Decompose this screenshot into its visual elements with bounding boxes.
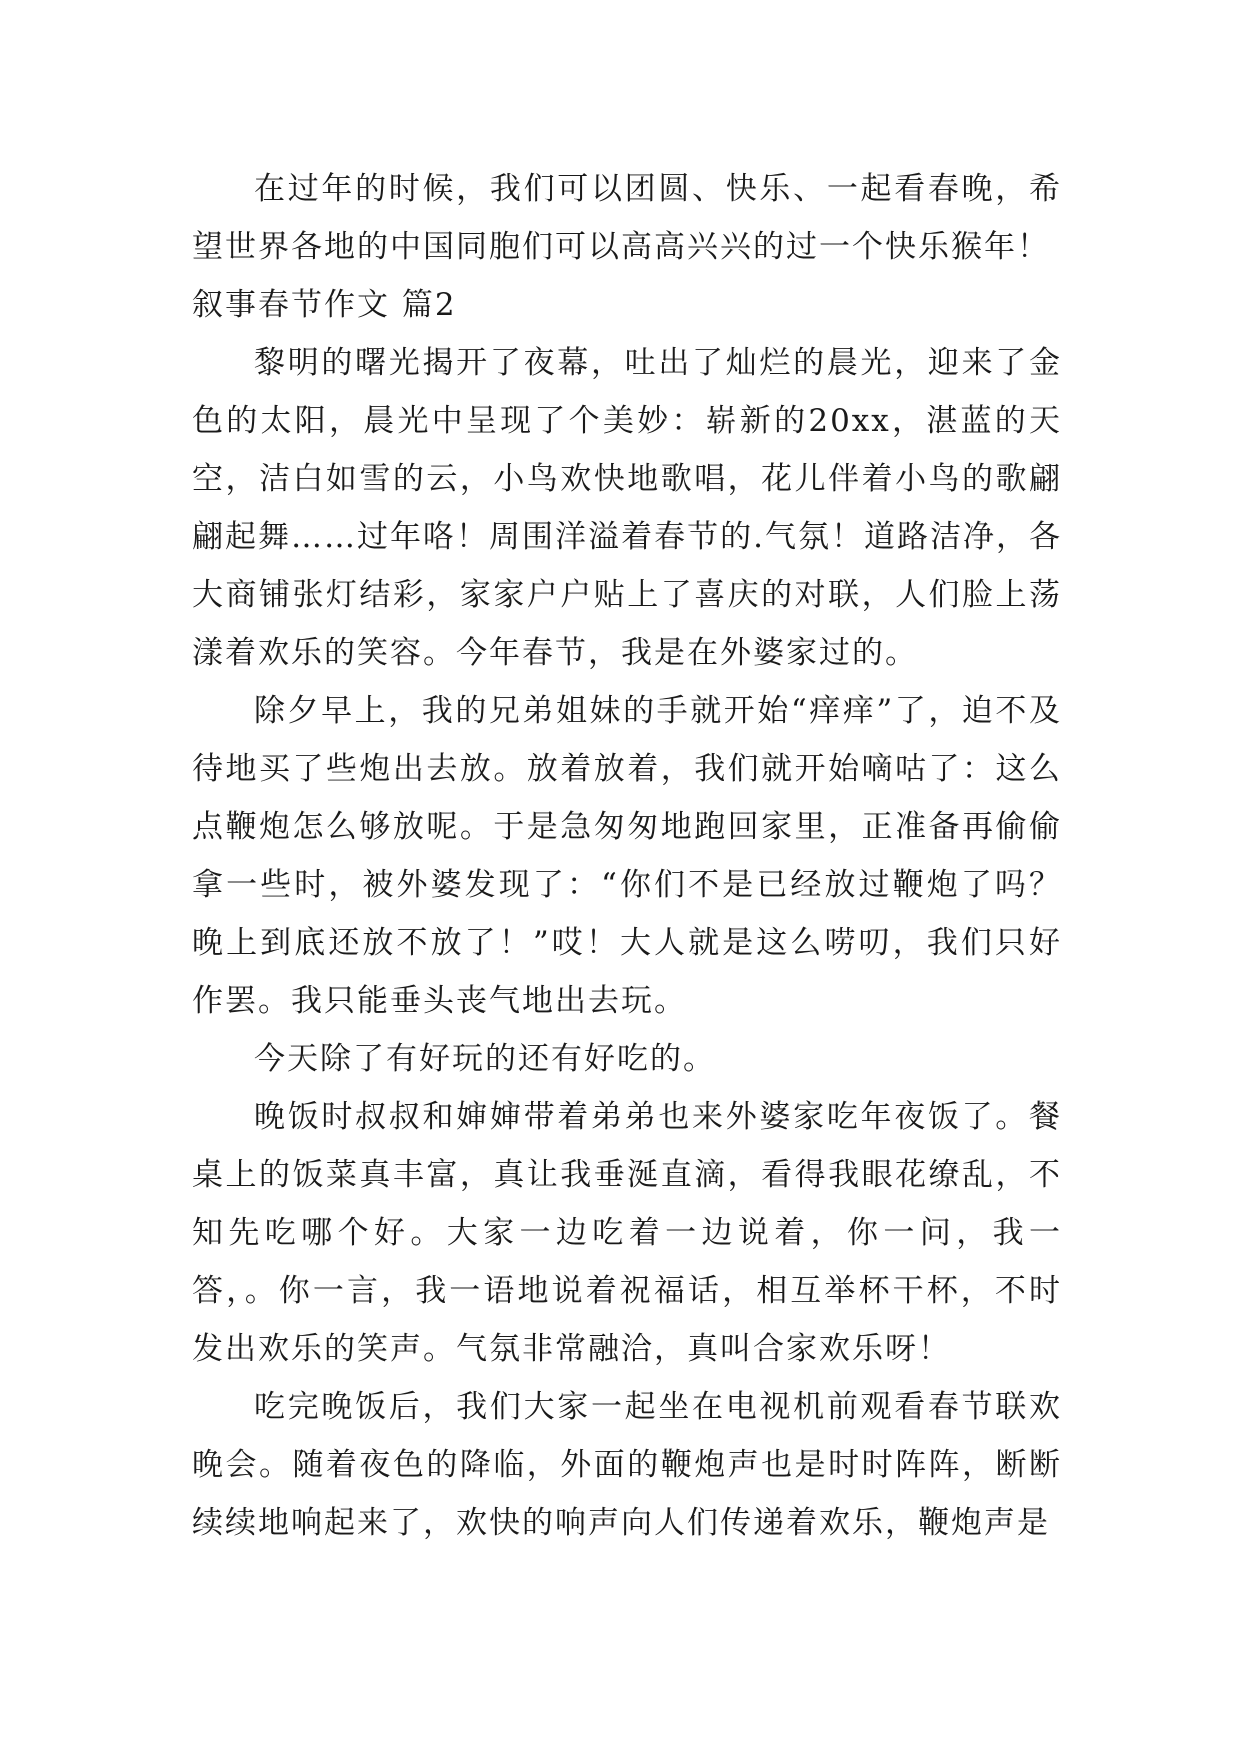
- paragraph-dawn: 黎明的曙光揭开了夜幕，吐出了灿烂的晨光，迎来了金色的太阳，晨光中呈现了个美妙：崭新的20xx，湛蓝的天空，洁白如雪的云，小鸟欢快地歌唱，花儿伴着小鸟的歌翩翩起舞……过年咯！周围洋溢着春节的.气氛！道路洁净，各大商铺张灯结彩，家家户户贴上了喜庆的对联，人们脸上荡漾着欢乐的笑容。今年春节，我是在外婆家过的。: [192, 345, 1062, 671]
- paragraph-dinner: 晚饭时叔叔和婶婶带着弟弟也来外婆家吃年夜饭了。餐桌上的饭菜真丰富，真让我垂涎直滴，看得我眼花缭乱，不知先吃哪个好。大家一边吃着一边说着，你一问，我一答，。你一言，我一语地说着祝福话，相互举杯干杯，不时发出欢乐的笑声。气氛非常融洽，真叫合家欢乐呀！: [192, 1099, 1062, 1367]
- paragraph-morning: 除夕早上，我的兄弟姐妹的手就开始“痒痒”了，迫不及待地买了些炮出去放。放着放着，我们就开始嘀咕了：这么点鞭炮怎么够放呢。于是急匆匆地跑回家里，正准备再偷偷拿一些时，被外婆发现了：“你们不是已经放过鞭炮了吗？晚上到底还放不放了！”哎！大人就是这么唠叨，我们只好作罢。我只能垂头丧气地出去玩。: [192, 693, 1062, 1019]
- paragraph-gala: 吃完晚饭后，我们大家一起坐在电视机前观看春节联欢晚会。随着夜色的降临，外面的鞭炮声也是时时阵阵，断断续续地响起来了，欢快的响声向人们传递着欢乐，鞭炮声是: [192, 1389, 1062, 1541]
- section-heading: 叙事春节作文 篇2: [192, 287, 457, 323]
- paragraph-food: 今天除了有好玩的还有好吃的。: [254, 1041, 716, 1077]
- paragraph-intro: 在过年的时候，我们可以团圆、快乐、一起看春晚，希望世界各地的中国同胞们可以高高兴兴的过一个快乐猴年！: [192, 171, 1062, 265]
- document-body: [192, 160, 1062, 1552]
